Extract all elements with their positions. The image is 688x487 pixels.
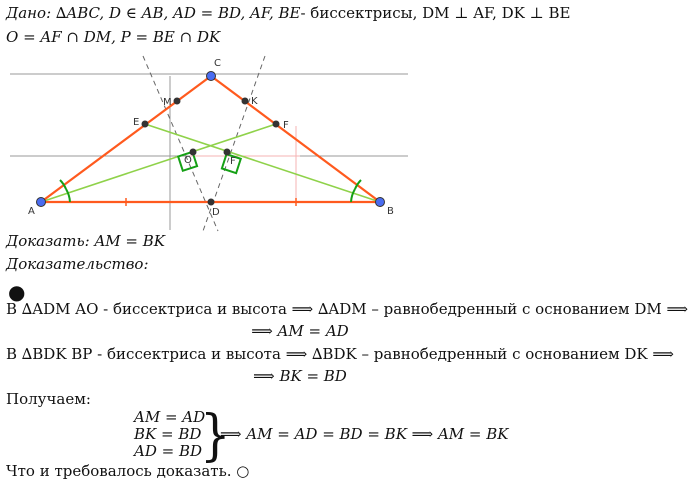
prove-line [6,232,165,250]
point-f [273,121,280,128]
system-line-3: AD = BD [134,442,203,460]
label-e: E [133,117,140,128]
qed-line: Что и требовалось доказать. ○ [6,462,250,480]
proof-step-2a: В ∆BDK BP - биссектриса и высота ⟹ ∆BDK – равнобедренный с основанием DK ⟹ [6,345,674,363]
point-d [208,199,215,206]
given-suffix: - биссектрисы, DM ⊥ AF, DK ⊥ BE [300,4,571,22]
point-c [207,72,216,81]
system-brace: } [200,403,231,468]
geometry-figure [0,56,600,236]
point-a [37,198,46,207]
proof-step-2b: ⟹ BK = BD [253,367,347,385]
label-c: C [214,58,221,69]
given-line-2: O = AF ∩ DM, P = BE ∩ DK [6,28,221,46]
label-m: M [163,97,172,108]
point-e [142,121,149,128]
bullet: ● [8,280,26,304]
label-p: F [230,156,236,167]
label-b: B [387,206,394,217]
prove-statement: : AM = BK [84,232,165,250]
bisector-af [41,124,276,202]
label-f: F [283,120,289,131]
proof-label: Доказательство: [6,255,149,273]
dashed-line-dm [143,56,218,231]
system-line-2: BK = BD [134,425,202,443]
proof-step-1b: ⟹ AM = AD [251,322,349,340]
label-d: D [212,207,220,218]
triangle-abc [41,76,380,202]
point-p [224,149,231,156]
given-label: Дано [6,4,47,22]
given-expression: : ∆ABC, D ∈ AB, AD = BD, AF, BE [46,4,301,22]
point-m [174,98,181,105]
given-line-1 [6,4,570,22]
point-k [242,98,249,105]
angle-mark-b1 [351,189,355,202]
proof-step-1a: В ∆ADM AO - биссектриса и высота ⟹ ∆ADM – равнобедренный с основанием DM ⟹ [6,300,688,318]
prove-label: Доказать [6,232,85,250]
system-line-1: AM = AD [134,408,206,426]
label-a: A [28,206,35,217]
label-k: K [251,96,258,107]
system-conclusion: ⟹ AM = AD = BD = BK ⟹ AM = BK [220,425,509,443]
point-b [376,198,385,207]
obtain-label: Получаем: [6,390,91,408]
label-o: O [184,155,192,166]
angle-mark-a1 [66,189,70,202]
